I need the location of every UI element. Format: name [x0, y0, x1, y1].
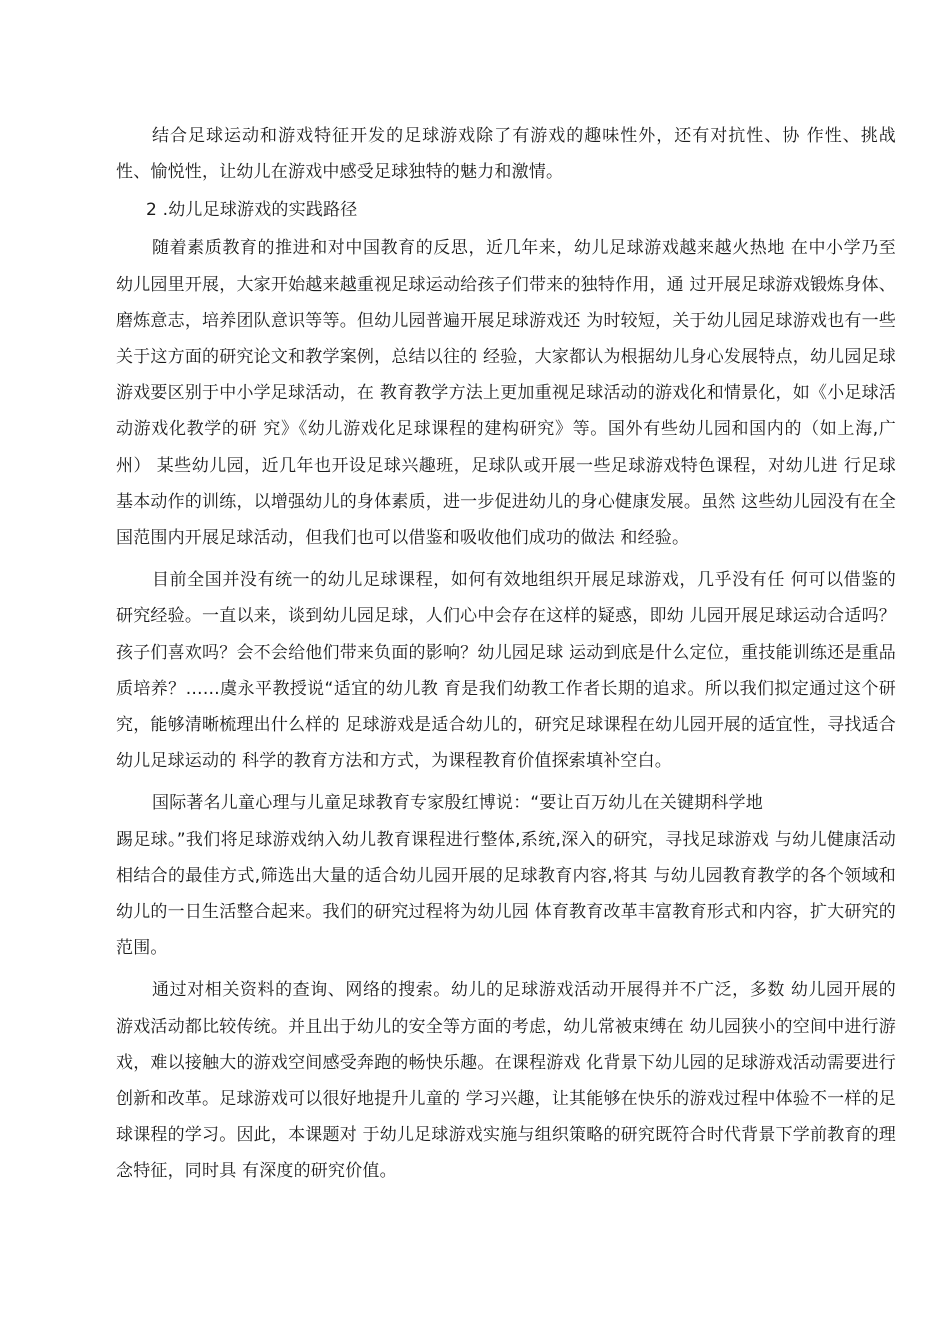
- paragraph-expert-quote-continued: 踢足球。”我们将足球游戏纳入幼儿教育课程进行整体,系统,深入的研究，寻找足球游戏 与幼儿健康活动相结合的最佳方式,筛选出大量的适合幼儿园开展的足球教育内容,将其 与幼儿园教育教学的各个领域和幼儿的一日生活整合起来。我们的研究过程将为幼儿园 体育教育改革丰富教育形式和内容，扩大研究的范围。: [116, 829, 896, 959]
- paragraph-no-unified-curriculum: 目前全国并没有统一的幼儿足球课程，如何有效地组织开展足球游戏，几乎没有任 何可以借鉴的研究经验。一直以来，谈到幼儿园足球，人们心中会存在这样的疑惑，即幼 儿园开展足球运动合适吗？孩子们喜欢吗？会不会给他们带来负面的影响？幼儿园足球 运动到底是什么定位，重技能训练还是重品质培养？……虞永平教授说“适宜的幼儿教 育是我们幼教工作者长期的追求。所以我们拟定通过这个研究，能够清晰梳理出什么样的 足球游戏是适合幼儿的，研究足球课程在幼儿园开展的适宜性，寻找适合幼儿足球运动的 科学的教育方法和方式，为课程教育价值探索填补空白。: [116, 570, 896, 772]
- paragraph-background: 随着素质教育的推进和对中国教育的反思，近几年来，幼儿足球游戏越来越火热地 在中小学乃至幼儿园里开展，大家开始越来越重视足球运动给孩子们带来的独特作用，通 过开展足球游戏锻炼身体、磨炼意志，培养团队意识等等。但幼儿园普遍开展足球游戏还 为时较短，关于幼儿园足球游戏也有一些关于这方面的研究论文和教学案例，总结以往的 经验，大家都认为根据幼儿身心发展特点，幼儿园足球游戏要区别于中小学足球活动，在 教育教学方法上更加重视足球活动的游戏化和情景化，如《小足球活动游戏化教学的研 究》《幼儿游戏化足球课程的建构研究》等。国外有些幼儿园和国内的（如上海,广州） 某些幼儿园，近几年也开设足球兴趣班，足球队或开展一些足球游戏特色课程，对幼儿进 行足球基本动作的训练，以增强幼儿的身体素质，进一步促进幼儿的身心健康发展。虽然 这些幼儿园没有在全国范围内开展足球活动，但我们也可以借鉴和吸收他们成功的做法 和经验。: [116, 238, 896, 549]
- document-body: [116, 118, 896, 1190]
- paragraph-football-game-features: 结合足球运动和游戏特征开发的足球游戏除了有游戏的趣味性外，还有对抗性、协 作性、挑战性、愉悦性，让幼儿在游戏中感受足球独特的魅力和激情。: [116, 126, 896, 183]
- section-heading: 2 .幼儿足球游戏的实践路径: [146, 200, 358, 221]
- paragraph-research-value: 通过对相关资料的查询、网络的搜索。幼儿的足球游戏活动开展得并不广泛，多数 幼儿园开展的游戏活动都比较传统。并且出于幼儿的安全等方面的考虑，幼儿常被束缚在 幼儿园狭小的空间中进行游戏，难以接触大的游戏空间感受奔跑的畅快乐趣。在课程游戏 化背景下幼儿园的足球游戏活动需要进行创新和改革。足球游戏可以很好地提升儿童的 学习兴趣，让其能够在快乐的游戏过程中体验不一样的足球课程的学习。因此，本课题对 于幼儿足球游戏实施与组织策略的研究既符合时代背景下学前教育的理念特征，同时具 有深度的研究价值。: [116, 980, 896, 1182]
- paragraph-expert-quote: 国际著名儿童心理与儿童足球教育专家殷红博说：“要让百万幼儿在关键期科学地: [152, 793, 764, 814]
